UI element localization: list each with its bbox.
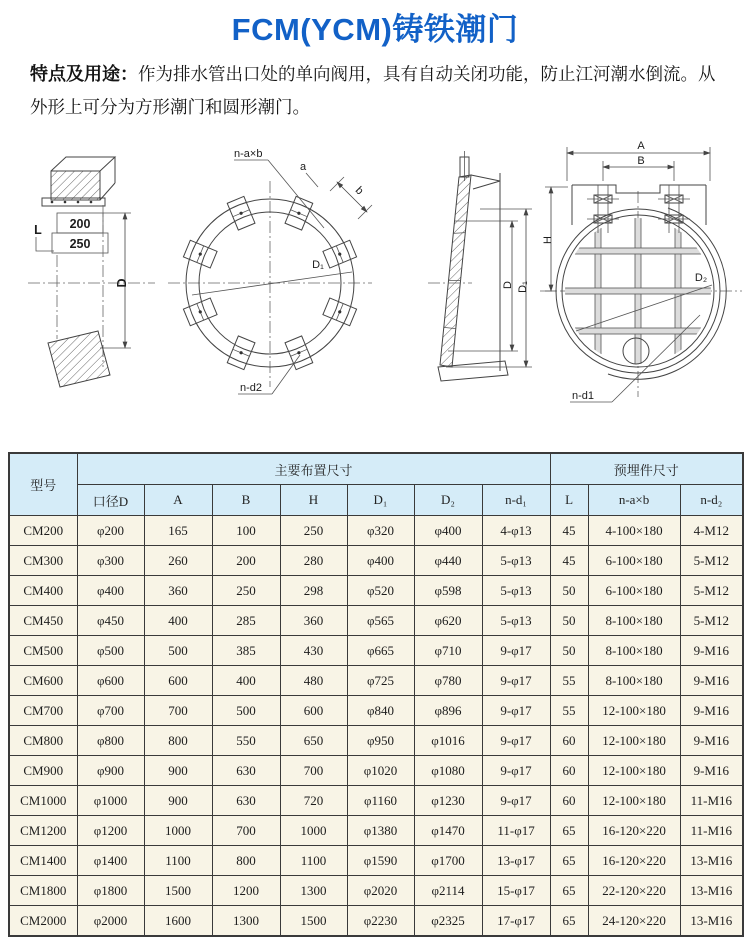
- value-cell: 1500: [280, 906, 347, 937]
- value-cell: 5-φ13: [482, 606, 550, 636]
- value-cell: 400: [212, 666, 280, 696]
- header-col-d1: D₁: [347, 485, 414, 516]
- dim-label-n-d2: n-d2: [240, 382, 263, 394]
- value-cell: 13-φ17: [482, 846, 550, 876]
- value-cell: φ1470: [414, 816, 482, 846]
- header-col-a: A: [144, 485, 212, 516]
- value-cell: 165: [144, 516, 212, 546]
- value-cell: 60: [550, 786, 588, 816]
- value-cell: 12-100×180: [588, 756, 680, 786]
- model-cell: CM2000: [9, 906, 77, 937]
- value-cell: φ200: [77, 516, 144, 546]
- value-cell: 385: [212, 636, 280, 666]
- value-cell: 9-φ17: [482, 786, 550, 816]
- value-cell: φ2020: [347, 876, 414, 906]
- value-cell: φ598: [414, 576, 482, 606]
- value-cell: 9-φ17: [482, 756, 550, 786]
- value-cell: 5-φ13: [482, 546, 550, 576]
- value-cell: φ2114: [414, 876, 482, 906]
- value-cell: 700: [280, 756, 347, 786]
- dim-label-n-axb: n-a×b: [234, 148, 263, 160]
- value-cell: 8-100×180: [588, 636, 680, 666]
- header-model: 型号: [9, 453, 77, 516]
- value-cell: 5-φ13: [482, 576, 550, 606]
- value-cell: 50: [550, 576, 588, 606]
- intro-paragraph: [30, 58, 722, 124]
- model-cell: CM1400: [9, 846, 77, 876]
- figure-bolt-ring-view: [168, 148, 372, 394]
- value-cell: 9-M16: [680, 636, 743, 666]
- value-cell: φ600: [77, 666, 144, 696]
- value-cell: 50: [550, 606, 588, 636]
- value-cell: 4-φ13: [482, 516, 550, 546]
- value-cell: 285: [212, 606, 280, 636]
- value-cell: 550: [212, 726, 280, 756]
- model-cell: CM450: [9, 606, 77, 636]
- value-cell: φ1230: [414, 786, 482, 816]
- table-row: [9, 876, 743, 906]
- value-cell: 480: [280, 666, 347, 696]
- figure-front-view: [540, 140, 742, 402]
- value-cell: 1100: [144, 846, 212, 876]
- value-cell: 55: [550, 696, 588, 726]
- value-cell: φ300: [77, 546, 144, 576]
- value-cell: 11-M16: [680, 816, 743, 846]
- table-row: [9, 726, 743, 756]
- value-cell: 6-100×180: [588, 576, 680, 606]
- value-cell: φ1000: [77, 786, 144, 816]
- value-cell: 9-φ17: [482, 666, 550, 696]
- dim-label-D1-side: D₁: [517, 281, 529, 293]
- model-cell: CM1200: [9, 816, 77, 846]
- value-cell: 24-120×220: [588, 906, 680, 937]
- value-cell: 55: [550, 666, 588, 696]
- value-cell: 9-φ17: [482, 696, 550, 726]
- concrete-block-top: [51, 171, 100, 200]
- intro-label: 特点及用途：: [30, 64, 138, 84]
- dim-label-D1-ring: D₁: [312, 259, 324, 271]
- model-cell: CM600: [9, 666, 77, 696]
- value-cell: 13-M16: [680, 876, 743, 906]
- model-cell: CM500: [9, 636, 77, 666]
- figure-section-view: [28, 157, 155, 387]
- value-cell: φ400: [347, 546, 414, 576]
- dim-label-L: L: [34, 223, 42, 237]
- value-cell: 280: [280, 546, 347, 576]
- value-cell: φ1080: [414, 756, 482, 786]
- value-cell: 9-φ17: [482, 726, 550, 756]
- value-cell: φ780: [414, 666, 482, 696]
- model-cell: CM200: [9, 516, 77, 546]
- value-cell: 9-M16: [680, 696, 743, 726]
- table-row: [9, 756, 743, 786]
- header-group-embedded-dims: 预埋件尺寸: [550, 453, 743, 485]
- dim-label-D-side: D: [502, 281, 514, 289]
- intro-text: 作为排水管出口处的单向阀用，具有自动关闭功能，防止江河潮水倒流。从外形上可分为方形潮门和圆形潮门。: [30, 64, 716, 117]
- value-cell: 9-M16: [680, 666, 743, 696]
- table-row: [9, 786, 743, 816]
- value-cell: φ450: [77, 606, 144, 636]
- header-group-main-dims: 主要布置尺寸: [77, 453, 550, 485]
- value-cell: 360: [144, 576, 212, 606]
- value-cell: 60: [550, 726, 588, 756]
- header-col-l: L: [550, 485, 588, 516]
- table-row: [9, 546, 743, 576]
- table-row: [9, 606, 743, 636]
- model-cell: CM400: [9, 576, 77, 606]
- value-cell: 1200: [212, 876, 280, 906]
- value-cell: 430: [280, 636, 347, 666]
- value-cell: 9-M16: [680, 726, 743, 756]
- value-cell: 4-100×180: [588, 516, 680, 546]
- dim-label-a: a: [299, 161, 307, 173]
- value-cell: 65: [550, 816, 588, 846]
- value-cell: 1600: [144, 906, 212, 937]
- value-cell: 16-120×220: [588, 846, 680, 876]
- dim-label-b: b: [352, 184, 366, 198]
- value-cell: 800: [144, 726, 212, 756]
- header-col-d2: D₂: [414, 485, 482, 516]
- dim-label-n-d1: n-d1: [572, 390, 595, 402]
- value-cell: 700: [212, 816, 280, 846]
- model-cell: CM800: [9, 726, 77, 756]
- value-cell: 600: [280, 696, 347, 726]
- value-cell: 4-M12: [680, 516, 743, 546]
- dim-label-B: B: [637, 155, 645, 167]
- value-cell: 1300: [212, 906, 280, 937]
- table-row: [9, 906, 743, 937]
- value-cell: φ900: [77, 756, 144, 786]
- value-cell: 11-M16: [680, 786, 743, 816]
- value-cell: 15-φ17: [482, 876, 550, 906]
- value-cell: 720: [280, 786, 347, 816]
- value-cell: φ500: [77, 636, 144, 666]
- value-cell: φ320: [347, 516, 414, 546]
- value-cell: 800: [212, 846, 280, 876]
- value-cell: 650: [280, 726, 347, 756]
- value-cell: φ2230: [347, 906, 414, 937]
- value-cell: 6-100×180: [588, 546, 680, 576]
- value-cell: 65: [550, 876, 588, 906]
- header-col-b: B: [212, 485, 280, 516]
- value-cell: 260: [144, 546, 212, 576]
- page-title: FCM(YCM)铸铁潮门: [231, 12, 519, 47]
- value-cell: φ896: [414, 696, 482, 726]
- value-cell: 900: [144, 786, 212, 816]
- model-cell: CM300: [9, 546, 77, 576]
- value-cell: 9-M16: [680, 756, 743, 786]
- value-cell: 400: [144, 606, 212, 636]
- technical-drawings: [0, 135, 750, 435]
- value-cell: 12-100×180: [588, 726, 680, 756]
- value-cell: 60: [550, 756, 588, 786]
- model-cell: CM700: [9, 696, 77, 726]
- value-cell: φ1200: [77, 816, 144, 846]
- value-cell: 45: [550, 516, 588, 546]
- header-col-n-d1: n-d₁: [482, 485, 550, 516]
- table-row: [9, 666, 743, 696]
- value-cell: φ725: [347, 666, 414, 696]
- value-cell: 500: [212, 696, 280, 726]
- value-cell: φ1590: [347, 846, 414, 876]
- value-cell: 630: [212, 786, 280, 816]
- value-cell: 360: [280, 606, 347, 636]
- value-cell: 250: [212, 576, 280, 606]
- dim-label-D: D: [115, 278, 129, 288]
- value-cell: 200: [212, 546, 280, 576]
- value-cell: 17-φ17: [482, 906, 550, 937]
- door-grid: [562, 215, 714, 367]
- dim-label-H: H: [542, 236, 554, 244]
- table-body: [9, 516, 743, 937]
- header-col-n-axb: n-a×b: [588, 485, 680, 516]
- value-cell: 50: [550, 636, 588, 666]
- value-cell: 5-M12: [680, 546, 743, 576]
- value-cell: φ710: [414, 636, 482, 666]
- value-cell: 13-M16: [680, 846, 743, 876]
- value-cell: φ700: [77, 696, 144, 726]
- value-cell: φ400: [77, 576, 144, 606]
- value-cell: 65: [550, 846, 588, 876]
- header-col-n-d2: n-d₂: [680, 485, 743, 516]
- table-row: [9, 636, 743, 666]
- header-col-diameter: 口径D: [77, 485, 144, 516]
- value-cell: φ1380: [347, 816, 414, 846]
- value-cell: 16-120×220: [588, 816, 680, 846]
- table-row: [9, 696, 743, 726]
- value-cell: 8-100×180: [588, 606, 680, 636]
- dim-label-D2: D₂: [694, 272, 708, 284]
- value-cell: φ1400: [77, 846, 144, 876]
- value-cell: φ620: [414, 606, 482, 636]
- model-cell: CM1800: [9, 876, 77, 906]
- value-cell: φ840: [347, 696, 414, 726]
- value-cell: φ800: [77, 726, 144, 756]
- value-cell: 1000: [280, 816, 347, 846]
- value-cell: 1500: [144, 876, 212, 906]
- concrete-block-bottom: [48, 331, 110, 387]
- value-cell: φ1020: [347, 756, 414, 786]
- value-cell: 5-M12: [680, 576, 743, 606]
- value-cell: 65: [550, 906, 588, 937]
- dim-label-250: 250: [69, 237, 91, 251]
- value-cell: 1300: [280, 876, 347, 906]
- value-cell: 500: [144, 636, 212, 666]
- value-cell: 9-φ17: [482, 636, 550, 666]
- model-cell: CM1000: [9, 786, 77, 816]
- value-cell: 630: [212, 756, 280, 786]
- value-cell: 298: [280, 576, 347, 606]
- value-cell: 1000: [144, 816, 212, 846]
- dim-label-A: A: [637, 140, 645, 152]
- value-cell: φ520: [347, 576, 414, 606]
- value-cell: 100: [212, 516, 280, 546]
- value-cell: φ1800: [77, 876, 144, 906]
- table-row: [9, 516, 743, 546]
- value-cell: φ400: [414, 516, 482, 546]
- dim-label-200: 200: [69, 217, 91, 231]
- value-cell: 900: [144, 756, 212, 786]
- value-cell: φ1016: [414, 726, 482, 756]
- value-cell: 11-φ17: [482, 816, 550, 846]
- value-cell: 700: [144, 696, 212, 726]
- value-cell: 5-M12: [680, 606, 743, 636]
- table-row: [9, 846, 743, 876]
- model-cell: CM900: [9, 756, 77, 786]
- value-cell: 8-100×180: [588, 666, 680, 696]
- table-row: [9, 816, 743, 846]
- table-header: [9, 453, 743, 516]
- value-cell: 600: [144, 666, 212, 696]
- value-cell: 12-100×180: [588, 696, 680, 726]
- value-cell: φ665: [347, 636, 414, 666]
- value-cell: 12-100×180: [588, 786, 680, 816]
- value-cell: 13-M16: [680, 906, 743, 937]
- spec-table: [8, 452, 744, 937]
- value-cell: 45: [550, 546, 588, 576]
- value-cell: φ950: [347, 726, 414, 756]
- value-cell: φ1700: [414, 846, 482, 876]
- value-cell: φ565: [347, 606, 414, 636]
- flap-section: [440, 175, 471, 367]
- value-cell: φ440: [414, 546, 482, 576]
- figure-side-view: [428, 151, 532, 381]
- table-row: [9, 576, 743, 606]
- value-cell: φ1160: [347, 786, 414, 816]
- value-cell: 250: [280, 516, 347, 546]
- value-cell: 1100: [280, 846, 347, 876]
- header-col-h: H: [280, 485, 347, 516]
- value-cell: φ2000: [77, 906, 144, 937]
- value-cell: φ2325: [414, 906, 482, 937]
- value-cell: 22-120×220: [588, 876, 680, 906]
